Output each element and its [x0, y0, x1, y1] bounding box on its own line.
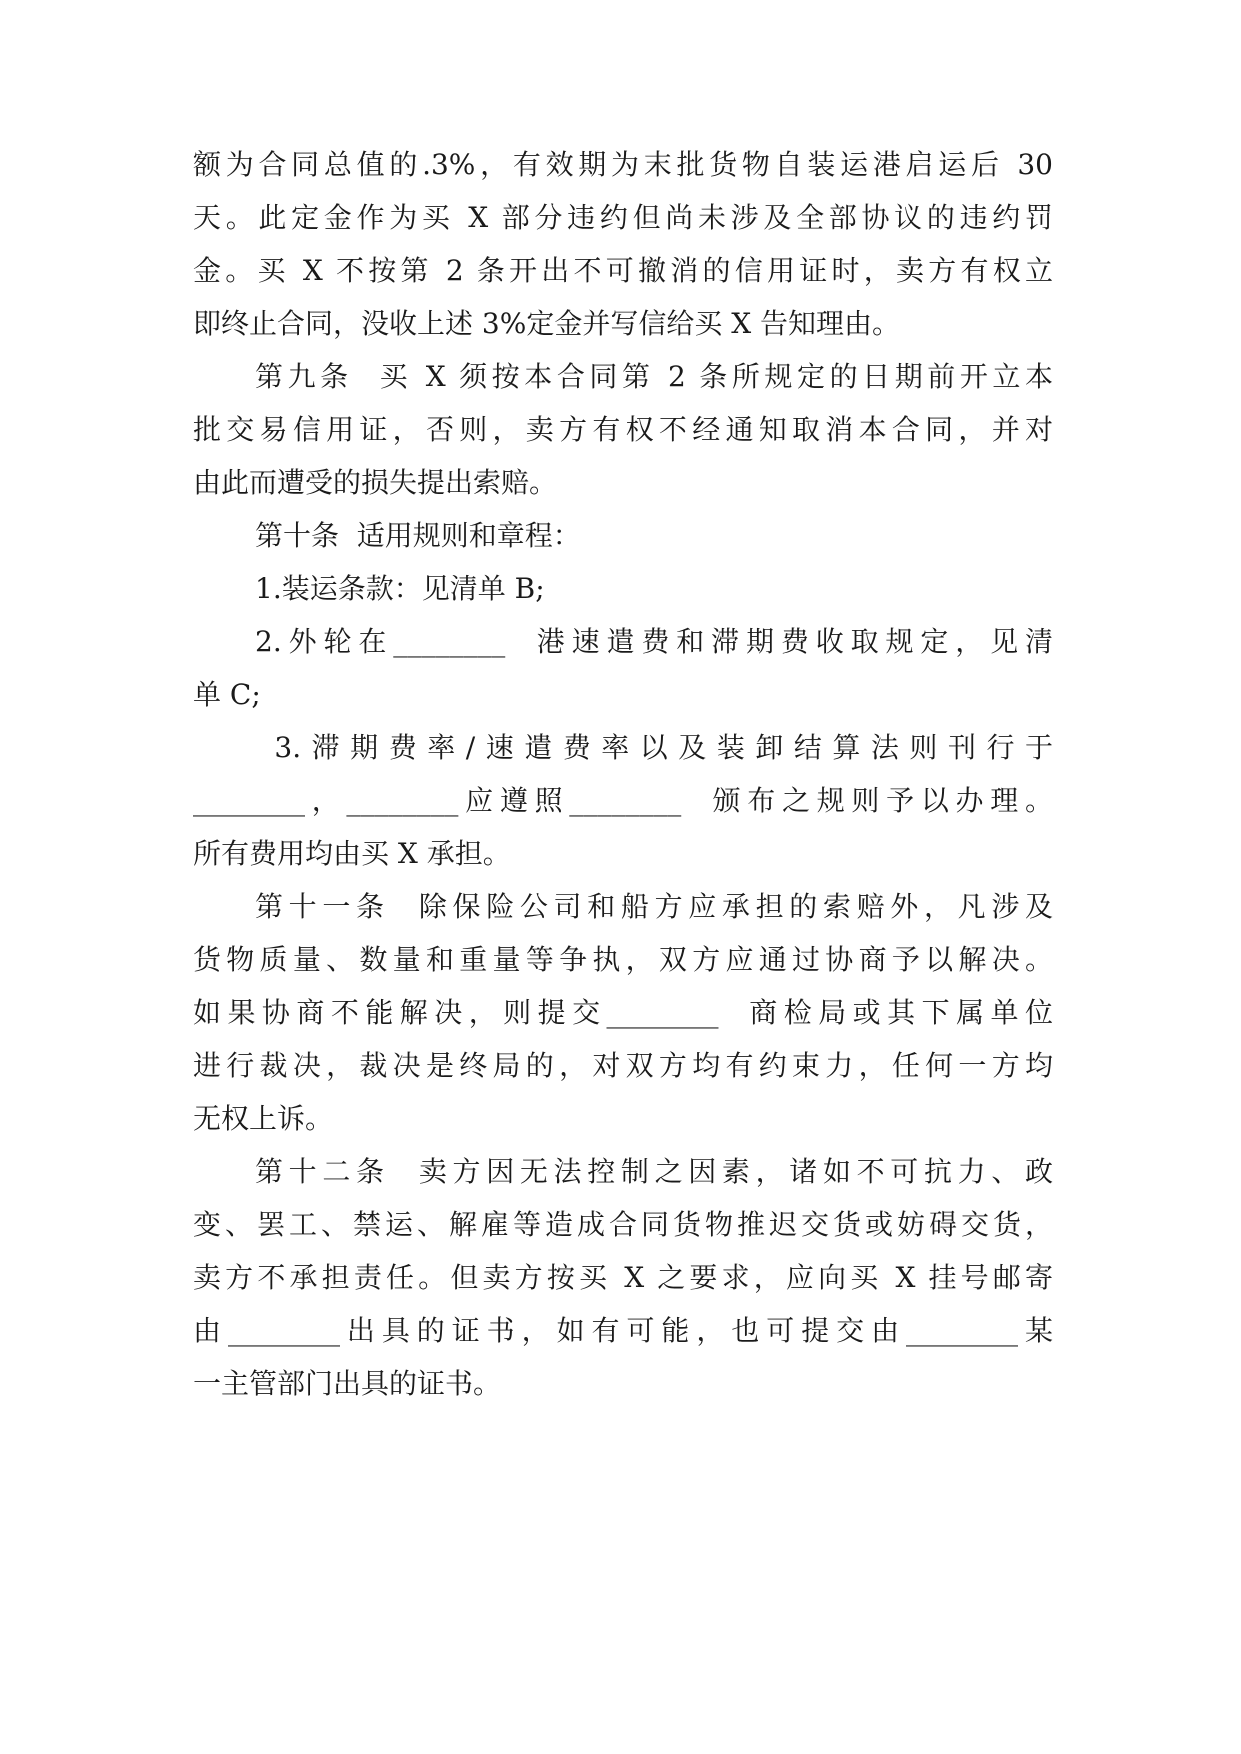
text-line: 额为合同总值的.3%，有效期为末批货物自装运港启运后 30 [193, 148, 1053, 181]
text-line: 如果协商不能解决，则提交________ 商检局或其下属单位 [193, 996, 1053, 1029]
text-line: 单 C; [193, 678, 261, 711]
text-line: 天。此定金作为买 X 部分违约但尚未涉及全部协议的违约罚 [193, 201, 1053, 234]
text-line: 货物质量、数量和重量等争执，双方应通过协商予以解决。 [193, 943, 1053, 976]
text-line: 批交易信用证，否则，卖方有权不经通知取消本合同，并对 [193, 413, 1053, 446]
text-line: 第十条 适用规则和章程： [255, 519, 581, 552]
text-line: 一主管部门出具的证书。 [193, 1367, 502, 1400]
text-line: 由此而遭受的损失提出索赔。 [193, 466, 558, 499]
text-line: 卖方不承担责任。但卖方按买 X 之要求，应向买 X 挂号邮寄 [193, 1261, 1053, 1294]
text-line: 即终止合同，没收上述 3%定金并写信给买 X 告知理由。 [193, 307, 901, 340]
text-line: 第十一条 除保险公司和船方应承担的索赔外，凡涉及 [255, 890, 1053, 923]
text-line: 1.装运条款：见清单 B; [255, 572, 545, 605]
text-line: 进行裁决，裁决是终局的，对双方均有约束力，任何一方均 [193, 1049, 1053, 1082]
text-line: 2.外轮在________ 港速遣费和滞期费收取规定，见清 [255, 625, 1053, 658]
text-line: 所有费用均由买 X 承担。 [193, 837, 511, 870]
text-line: 第十二条 卖方因无法控制之因素，诸如不可抗力、政 [255, 1155, 1053, 1188]
text-line: 无权上诉。 [193, 1102, 334, 1135]
text-line: ________，________应遵照________ 颁布之规则予以办理。 [193, 784, 1053, 817]
text-line: 第九条 买 X 须按本合同第 2 条所规定的日期前开立本 [255, 360, 1053, 393]
text-line: 由________出具的证书，如有可能，也可提交由________某 [193, 1314, 1053, 1347]
text-line: 变、罢工、禁运、解雇等造成合同货物推迟交货或妨碍交货， [193, 1208, 1053, 1241]
text-line: 3.滞期费率/速遣费率以及装卸结算法则刊行于 [255, 731, 1053, 764]
text-line: 金。买 X 不按第 2 条开出不可撤消的信用证时，卖方有权立 [193, 254, 1053, 287]
